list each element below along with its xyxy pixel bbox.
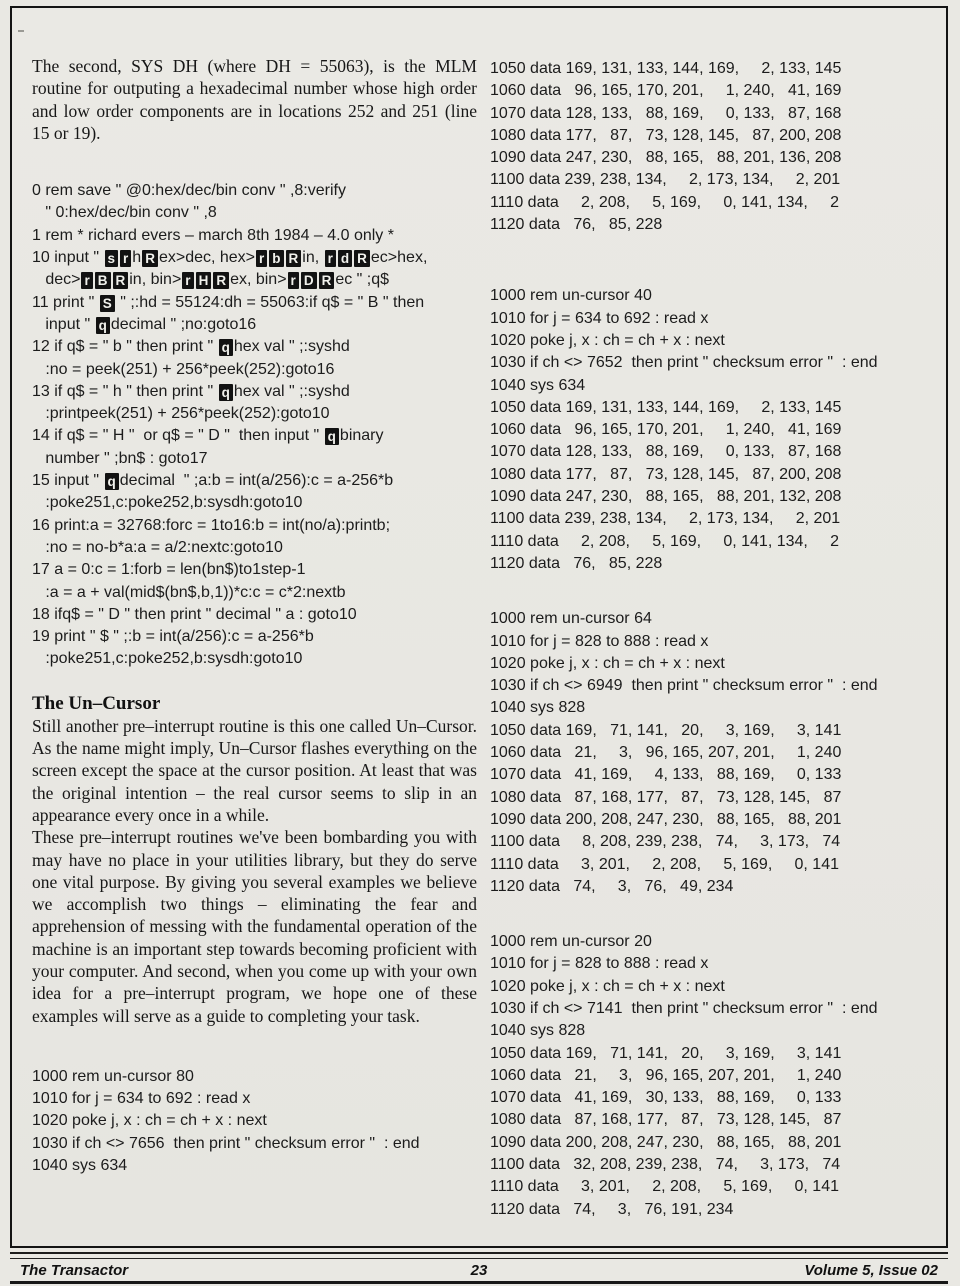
code-line: :poke251,c:poke252,b:sysdh:goto10: [32, 494, 303, 512]
code-line: 1080 data 87, 168, 177, 87, 73, 128, 145, 87: [490, 788, 842, 806]
footer-rule: [10, 1252, 948, 1254]
code-line: input " q decimal " ;no:goto16: [32, 315, 257, 333]
paragraph-un-cursor-description: Still another pre–interrupt routine is this one called Un–Cursor. As the name might imply, Un–Cursor flashes everything on the screen except the space at the cursor position. At least that was the original intention – the real cursor seems to slip in an appearance every once in a while.: [32, 715, 477, 825]
code-line: 1110 data 2, 208, 5, 169, 0, 141, 134, 2: [490, 532, 839, 550]
code-line: 1050 data 169, 131, 133, 144, 169, 2, 133, 145: [490, 60, 842, 77]
code-line: 1030 if ch <> 6949 then print " checksum error " : end: [490, 677, 878, 695]
code-line: 1120 data 74, 3, 76, 191, 234: [490, 1200, 734, 1218]
code-line: 1090 data 200, 208, 247, 230, 88, 165, 88, 201: [490, 1133, 842, 1151]
code-line: 1080 data 87, 168, 177, 87, 73, 128, 145, 87: [490, 1111, 842, 1129]
code-line: 1070 data 128, 133, 88, 169, 0, 133, 87, 168: [490, 443, 842, 461]
code-line: 1010 for j = 634 to 692 : read x: [32, 1090, 251, 1108]
code-line: 1040 sys 634: [490, 376, 586, 394]
code-line: 10 input " s r h R ex>dec, hex> r b R in, r d R ec>hex,: [32, 249, 428, 267]
code-line: 15 input " q decimal " ;a:b = int(a/256):c = a-256*b: [32, 472, 394, 490]
footer-bar: [10, 1258, 948, 1284]
code-line: 1010 for j = 828 to 888 : read x: [490, 632, 709, 650]
reverse-video-char: R: [113, 272, 129, 289]
code-line: dec> r B R in, bin> r H R ex, bin> r D R ec " ;q$: [32, 271, 390, 289]
code-line: 1100 data 239, 238, 134, 2, 173, 134, 2, 201: [490, 171, 841, 189]
code-line: 18 ifq$ = " D " then print " decimal " a : goto10: [32, 605, 357, 623]
code-line: 1030 if ch <> 7656 then print " checksum error " : end: [32, 1134, 420, 1152]
basic-listing-hex-dec-bin-conv: [32, 180, 477, 671]
code-line: 13 if q$ = " h " then print " q hex val " ;:syshd: [32, 382, 350, 400]
code-line: 1120 data 76, 85, 228: [490, 216, 663, 234]
scan-artifact: [18, 30, 24, 32]
reverse-video-char: q: [325, 428, 339, 445]
reverse-video-char: r: [325, 250, 336, 267]
code-line: 1090 data 247, 230, 88, 165, 88, 201, 132, 208: [490, 488, 842, 506]
code-line: :no = no-b*a:a = a/2:nextc:goto10: [32, 538, 283, 556]
reverse-video-char: R: [142, 250, 158, 267]
code-line: 1050 data 169, 131, 133, 144, 169, 2, 133, 145: [490, 398, 842, 416]
code-line: number " ;bn$ : goto17: [32, 449, 208, 467]
code-line: 19 print " $ " ;:b = int(a/256):c = a-256*b: [32, 628, 314, 646]
code-line: 1060 data 21, 3, 96, 165, 207, 201, 1, 240: [490, 744, 842, 762]
code-line: 1020 poke j, x : ch = ch + x : next: [32, 1112, 267, 1130]
code-line: 1100 data 8, 208, 239, 238, 74, 3, 173, 74: [490, 833, 841, 851]
code-line: 0 rem save " @0:hex/dec/bin conv " ,8:verify: [32, 182, 346, 200]
code-line: 11 print " S " ;:hd = 55124:dh = 55063:if q$ = " B " then: [32, 293, 425, 311]
reverse-video-char: b: [269, 250, 283, 267]
code-line: 1060 data 96, 165, 170, 201, 1, 240, 41, 169: [490, 421, 842, 439]
basic-listing-un-cursor-40: [490, 285, 942, 575]
code-line: 1000 rem un-cursor 40: [490, 287, 652, 305]
code-line: 1030 if ch <> 7141 then print " checksum error " : end: [490, 999, 878, 1017]
reverse-video-char: r: [288, 272, 299, 289]
code-line: 1090 data 247, 230, 88, 165, 88, 201, 136, 208: [490, 149, 842, 167]
reverse-video-char: r: [182, 272, 193, 289]
code-line: 1040 sys 634: [32, 1157, 128, 1175]
code-line: 14 if q$ = " H " or q$ = " D " then input " q binary: [32, 427, 384, 445]
section-heading-un-cursor: The Un–Cursor: [32, 692, 161, 714]
reverse-video-char: D: [301, 272, 317, 289]
left-column: [32, 55, 477, 1177]
code-line: 1000 rem un-cursor 64: [490, 610, 652, 628]
code-line: 1000 rem un-cursor 20: [490, 933, 652, 951]
code-line: 17 a = 0:c = 1:forb = len(bn$)to1step-1: [32, 561, 306, 579]
code-line: 1050 data 169, 71, 141, 20, 3, 169, 3, 141: [490, 1044, 842, 1062]
reverse-video-char: r: [256, 250, 267, 267]
paragraph-pre-interrupt-purpose: These pre–interrupt routines we've been bombarding you with may have no place in your utilities library, but they do serve one vital purpose. By giving you several examples we believe we accomplish two things – eliminating the fear and apprehension of messing with the fundamental operation of the machine is an important step towards becoming proficient with your computer. And second, when you come up with your own idea for a pre–interrupt program, we hope one of these examples will serve as a guide to completing your task.: [32, 827, 477, 1026]
code-line: 1120 data 74, 3, 76, 49, 234: [490, 877, 734, 895]
reverse-video-char: d: [338, 250, 352, 267]
footer-volume-issue: Volume 5, Issue 02: [804, 1261, 938, 1279]
reverse-video-char: S: [100, 295, 115, 312]
code-line: 1020 poke j, x : ch = ch + x : next: [490, 331, 725, 349]
code-line: 1060 data 21, 3, 96, 165, 207, 201, 1, 240: [490, 1066, 842, 1084]
reverse-video-char: r: [120, 250, 131, 267]
reverse-video-char: r: [81, 272, 92, 289]
code-line: 1080 data 177, 87, 73, 128, 145, 87, 200, 208: [490, 465, 842, 483]
footer-magazine-title: The Transactor: [20, 1261, 129, 1279]
intro-paragraph: The second, SYS DH (where DH = 55063), is the MLM routine for outputing a hexadecimal number whose high order and low order components are in locations 252 and 251 (line 15 or 19).: [32, 56, 477, 143]
code-line: 1000 rem un-cursor 80: [32, 1067, 194, 1085]
right-column: [490, 58, 942, 1221]
code-line: 16 print:a = 32768:forc = 1to16:b = int(no/a):printb;: [32, 516, 391, 534]
code-line: 1 rem * richard evers – march 8th 1984 – 4.0 only *: [32, 226, 394, 244]
code-line: 1110 data 3, 201, 2, 208, 5, 169, 0, 141: [490, 855, 839, 873]
code-line: 1090 data 200, 208, 247, 230, 88, 165, 88, 201: [490, 810, 842, 828]
code-line: :printpeek(251) + 256*peek(252):goto10: [32, 405, 330, 423]
reverse-video-char: R: [319, 272, 335, 289]
basic-listing-un-cursor-20: [490, 931, 942, 1221]
reverse-video-char: B: [95, 272, 111, 289]
reverse-video-char: q: [96, 317, 110, 334]
reverse-video-char: H: [196, 272, 212, 289]
code-line: 1040 sys 828: [490, 699, 586, 717]
code-line: 1060 data 96, 165, 170, 201, 1, 240, 41, 169: [490, 82, 842, 100]
code-line: :no = peek(251) + 256*peek(252):goto16: [32, 360, 335, 378]
code-line: 1050 data 169, 71, 141, 20, 3, 169, 3, 141: [490, 721, 842, 739]
basic-listing-un-cursor-64: [490, 608, 942, 898]
code-line: 1010 for j = 828 to 888 : read x: [490, 955, 709, 973]
code-line: 1070 data 41, 169, 30, 133, 88, 169, 0, 133: [490, 1089, 842, 1107]
code-line: 1020 poke j, x : ch = ch + x : next: [490, 654, 725, 672]
basic-listing-un-cursor-80: [32, 1066, 477, 1177]
code-line: 1080 data 177, 87, 73, 128, 145, 87, 200, 208: [490, 126, 842, 144]
code-line: " 0:hex/dec/bin conv " ,8: [32, 204, 217, 222]
reverse-video-char: R: [354, 250, 370, 267]
code-line: :poke251,c:poke252,b:sysdh:goto10: [32, 650, 303, 668]
code-line: 1070 data 41, 169, 4, 133, 88, 169, 0, 133: [490, 766, 842, 784]
code-line: 1110 data 2, 208, 5, 169, 0, 141, 134, 2: [490, 193, 839, 211]
reverse-video-char: R: [213, 272, 229, 289]
code-line: 1100 data 239, 238, 134, 2, 173, 134, 2, 201: [490, 510, 841, 528]
reverse-video-char: q: [219, 339, 233, 356]
code-line: 1040 sys 828: [490, 1022, 586, 1040]
code-line: 1120 data 76, 85, 228: [490, 554, 663, 572]
reverse-video-char: q: [105, 473, 119, 490]
code-line: 12 if q$ = " b " then print " q hex val " ;:syshd: [32, 338, 350, 356]
reverse-video-char: s: [105, 250, 119, 267]
code-line: 1110 data 3, 201, 2, 208, 5, 169, 0, 141: [490, 1178, 839, 1196]
code-line: 1100 data 32, 208, 239, 238, 74, 3, 173, 74: [490, 1156, 841, 1174]
reverse-video-char: R: [286, 250, 302, 267]
code-line: 1020 poke j, x : ch = ch + x : next: [490, 977, 725, 995]
reverse-video-char: q: [219, 384, 233, 401]
code-line: 1070 data 128, 133, 88, 169, 0, 133, 87, 168: [490, 104, 842, 122]
code-line: 1030 if ch <> 7652 then print " checksum error " : end: [490, 354, 878, 372]
code-line: :a = a + val(mid$(bn$,b,1))*c:c = c*2:nextb: [32, 583, 346, 601]
code-line: 1010 for j = 634 to 692 : read x: [490, 309, 709, 327]
data-block-un-cursor-80: [490, 58, 942, 236]
footer-page-number: 23: [470, 1261, 488, 1279]
